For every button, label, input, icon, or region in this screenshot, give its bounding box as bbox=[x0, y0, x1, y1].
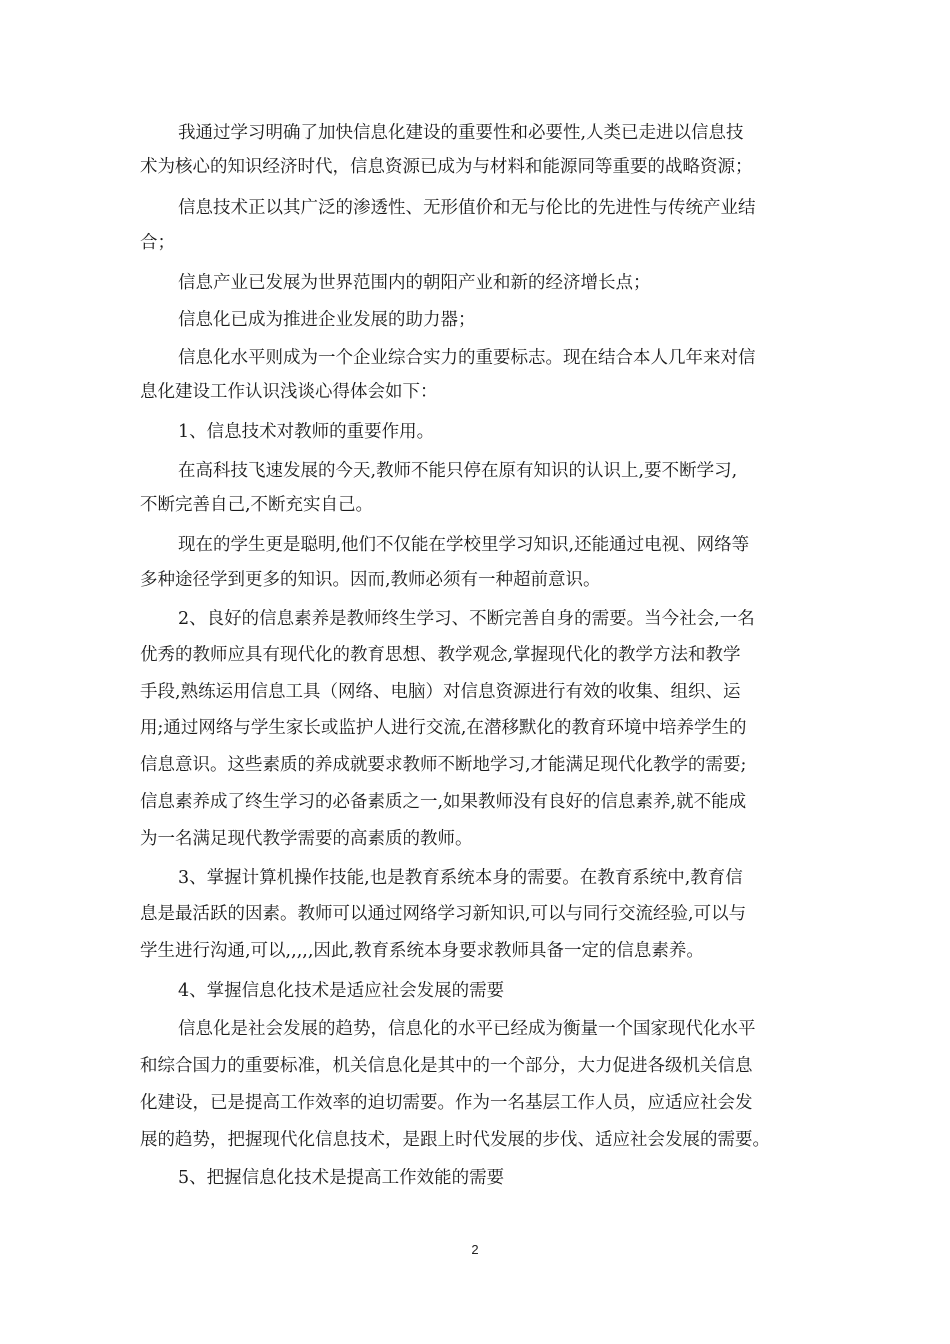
text-line: 不断完善自己,不断充实自己。 bbox=[140, 495, 374, 515]
text-line: 在高科技飞速发展的今天,教师不能只停在原有知识的认识上,要不断学习, bbox=[178, 461, 738, 481]
page-number: 2 bbox=[471, 1242, 479, 1257]
text-line: 为一名满足现代教学需要的高素质的教师。 bbox=[140, 829, 473, 849]
text-line: 现在的学生更是聪明,他们不仅能在学校里学习知识,还能通过电视、网络等 bbox=[178, 535, 750, 555]
text-line: 化建设，已是提高工作效率的迫切需要。作为一名基层工作人员，应适应社会发 bbox=[140, 1093, 753, 1113]
text-line: 3、掌握计算机操作技能,也是教育系统本身的需要。在教育系统中,教育信 bbox=[178, 868, 743, 888]
text-line: 信息化已成为推进企业发展的助力器； bbox=[178, 310, 476, 330]
text-line: 和综合国力的重要标准，机关信息化是其中的一个部分，大力促进各级机关信息 bbox=[140, 1056, 753, 1076]
text-line: 1、信息技术对教师的重要作用。 bbox=[178, 422, 435, 442]
text-line: 信息素养成了终生学习的必备素质之一,如果教师没有良好的信息素养,就不能成 bbox=[140, 792, 747, 812]
text-line: 5、把握信息化技术是提高工作效能的需要 bbox=[178, 1168, 505, 1188]
text-line: 信息产业已发展为世界范围内的朝阳产业和新的经济增长点； bbox=[178, 273, 651, 293]
text-line: 学生进行沟通,可以,,,,,因此,教育系统本身要求教师具备一定的信息素养。 bbox=[140, 941, 704, 961]
text-line: 信息意识。这些素质的养成就要求教师不断地学习,才能满足现代化教学的需要; bbox=[140, 755, 747, 775]
text-line: 用;通过网络与学生家长或监护人进行交流,在潜移默化的教育环境中培养学生的 bbox=[140, 718, 747, 738]
text-line: 息化建设工作认识浅谈心得体会如下： bbox=[140, 382, 438, 402]
text-line: 术为核心的知识经济时代，信息资源已成为与材料和能源同等重要的战略资源； bbox=[140, 157, 753, 177]
text-line: 手段,熟练运用信息工具（网络、电脑）对信息资源进行有效的收集、组织、运 bbox=[140, 682, 741, 702]
text-line: 信息化水平则成为一个企业综合实力的重要标志。现在结合本人几年来对信 bbox=[178, 348, 756, 368]
text-line: 息是最活跃的因素。教师可以通过网络学习新知识,可以与同行交流经验,可以与 bbox=[140, 904, 747, 924]
text-line: 展的趋势，把握现代化信息技术，是跟上时代发展的步伐、适应社会发展的需要。 bbox=[140, 1130, 770, 1150]
text-line: 4、掌握信息化技术是适应社会发展的需要 bbox=[178, 981, 505, 1001]
text-line: 合； bbox=[140, 233, 175, 253]
text-line: 2、良好的信息素养是教师终生学习、不断完善自身的需要。当今社会,一名 bbox=[178, 609, 755, 629]
text-line: 信息技术正以其广泛的渗透性、无形值价和无与伦比的先进性与传统产业结 bbox=[178, 198, 756, 218]
text-line: 多种途径学到更多的知识。因而,教师必须有一种超前意识。 bbox=[140, 570, 601, 590]
text-line: 优秀的教师应具有现代化的教育思想、教学观念,掌握现代化的教学方法和教学 bbox=[140, 645, 741, 665]
text-line: 我通过学习明确了加快信息化建设的重要性和必要性,人类已走进以信息技 bbox=[178, 123, 744, 143]
text-line: 信息化是社会发展的趋势，信息化的水平已经成为衡量一个国家现代化水平 bbox=[178, 1019, 756, 1039]
